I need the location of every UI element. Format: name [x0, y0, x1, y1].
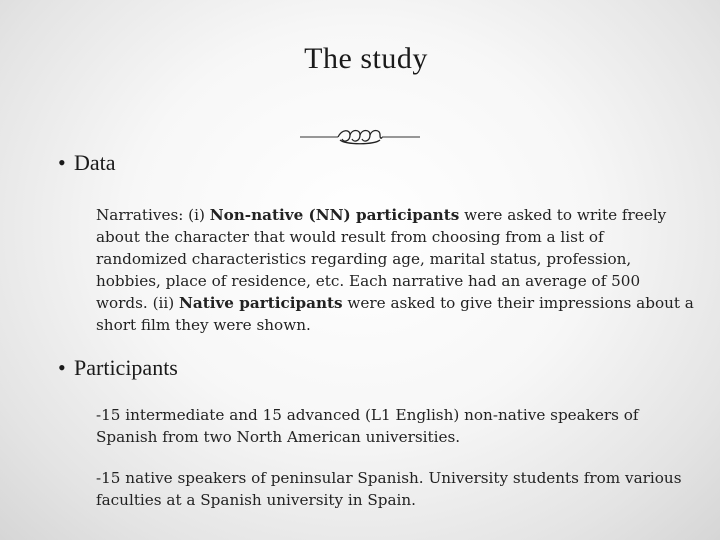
non-native-participants-emphasis: Non-native (NN) participants [209, 206, 460, 224]
flourish-divider-icon [300, 126, 420, 148]
bullet-dot: • [58, 150, 66, 175]
slide-title: The study [304, 42, 428, 75]
data-narratives-paragraph [96, 204, 696, 336]
bullet-data [58, 150, 116, 176]
participants-item-native: -15 native speakers of peninsular Spanish. University students from various faculties at a Spanish university in Spain. [96, 469, 682, 509]
bullet-dot: • [58, 355, 66, 380]
narratives-text-3: were asked to give their impressions about a short film they were shown. [96, 294, 694, 334]
bullet-participants [58, 355, 178, 381]
bullet-participants-label: Participants [74, 355, 178, 380]
native-participants-emphasis: Native participants [178, 294, 343, 312]
bullet-data-label: Data [74, 150, 116, 175]
narratives-text-2: were asked to write freely about the character that would result from choosing from a list of randomized characteristics regarding age, marital status, profession, hobbies, place of residence, etc. Each narrative had an average of 500 words. (ii) [96, 206, 667, 312]
participants-item-nonnative: -15 intermediate and 15 advanced (L1 English) non-native speakers of Spanish from two North American universities. [96, 406, 639, 446]
narratives-text-1: Narratives: (i) [96, 206, 210, 224]
